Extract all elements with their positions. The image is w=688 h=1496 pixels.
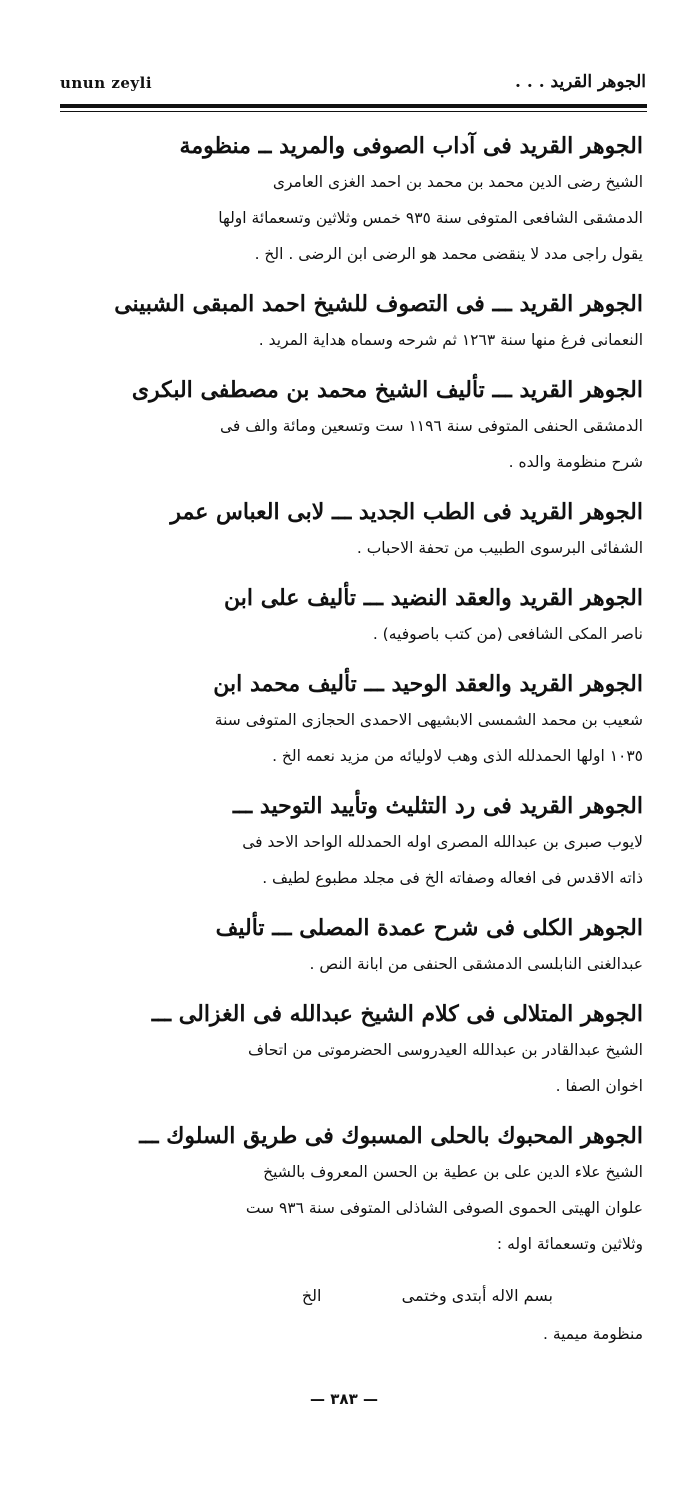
entry-line: شرح منظومة والده . [508, 453, 643, 471]
header-left-text: unun zeyli [60, 74, 153, 92]
entry-line: الشفائى البرسوى الطبيب من تحفة الاحباب . [356, 539, 643, 557]
entry-line: الشيخ علاء الدين على بن عطية بن الحسن المعروف بالشيخ [263, 1163, 643, 1181]
entry-title: الجوهر المحبوك بالحلى المسبوك فى طريق السلوك ـــ [139, 1123, 643, 1149]
entry-line: النعمانى فرغ منها سنة ١٢٦٣ ثم شرحه وسماه هداية المريد . [258, 331, 643, 349]
entry-line: ١٠٣٥ اولها الحمدلله الذى وهب لاوليائه من مزيد نعمه الخ . [272, 747, 643, 765]
bibliography-entry [80, 494, 643, 566]
header-rule-thin [60, 111, 647, 112]
entry-title: الجوهر الكلى فى شرح عمدة المصلى ـــ تأليف [215, 915, 643, 941]
running-header [60, 70, 646, 100]
entry-line: شعيب بن محمد الشمسى الابشيهى الاحمدى الحجازى المتوفى سنة [214, 711, 643, 729]
page-number: — ٣٨٣ — [310, 1390, 378, 1408]
closing-note: منظومة ميمية . [542, 1325, 643, 1343]
bibliography-entry [80, 372, 643, 480]
entry-title: الجوهر المتلالى فى كلام الشيخ عبدالله فى الغزالى ـــ [151, 1001, 643, 1027]
entry-line: ذاته الاقدس فى افعاله وصفاته الخ فى مجلد مطبوع لطيف . [262, 869, 643, 887]
entry-line: عبدالغنى النابلسى الدمشقى الحنفى من ابانة النص . [309, 955, 643, 973]
entry-line: الشيخ رضى الدين محمد بن محمد بن احمد الغزى العامرى [272, 173, 643, 191]
entry-line: علوان الهيتى الحموى الصوفى الشاذلى المتوفى سنة ٩٣٦ ست [245, 1199, 643, 1217]
entry-line: ناصر المكى الشافعى (من كتب باصوفيه) . [372, 625, 643, 643]
entry-title: الجوهر القريد ـــ تأليف الشيخ محمد بن مصطفى البكرى [131, 377, 643, 403]
bibliography-entry [80, 996, 643, 1104]
verse-line [80, 1276, 643, 1316]
entry-title: الجوهر القريد فى الطب الجديد ـــ لابى العباس عمر [170, 499, 643, 525]
bibliography-entry [80, 128, 643, 272]
verse-hemistich-second: الخ [301, 1286, 322, 1305]
entry-line: الشيخ عبدالقادر بن عبدالله العيدروسى الحضرموتى من اتحاف [247, 1041, 643, 1059]
bibliography-entry [80, 286, 643, 358]
entry-line: لايوب صبرى بن عبدالله المصرى اوله الحمدلله الواحد الاحد فى [242, 833, 643, 851]
entry-line: الدمشقى الشافعى المتوفى سنة ٩٣٥ خمس وثلاثين وتسعمائة اولها [218, 209, 643, 227]
bibliography-entry [80, 788, 643, 896]
bibliography-entry [80, 580, 643, 652]
entry-title: الجوهر القريد فى رد التثليث وتأييد التوحيد ـــ [232, 793, 643, 819]
bibliography-entry [80, 666, 643, 774]
entry-line: اخوان الصفا . [555, 1077, 643, 1095]
entry-title: الجوهر القريد فى آداب الصوفى والمريد ــ منظومة [179, 133, 643, 159]
entry-line: يقول راجى مدد لا ينقضى محمد هو الرضى ابن الرضى . الخ . [254, 245, 643, 263]
page-body [80, 128, 643, 1352]
header-rule-thick [60, 104, 647, 108]
entry-title: الجوهر القريد ـــ فى التصوف للشيخ احمد المبقى الشبينى [114, 291, 643, 317]
entry-line: الدمشقى الحنفى المتوفى سنة ١١٩٦ ست وتسعين ومائة والف فى [220, 417, 643, 435]
verse-hemistich-first: بسم الاله أبتدى وختمى [401, 1286, 553, 1305]
entry-line: وثلاثين وتسعمائة اوله : [496, 1235, 643, 1253]
bibliography-entry [80, 1118, 643, 1262]
header-right-title: الجوهر القريد . . . [515, 72, 646, 92]
entry-title: الجوهر القريد والعقد النضيد ـــ تأليف على ابن [224, 585, 643, 611]
entry-title: الجوهر القريد والعقد الوحيد ـــ تأليف محمد ابن [213, 671, 643, 697]
bibliography-entry [80, 910, 643, 982]
